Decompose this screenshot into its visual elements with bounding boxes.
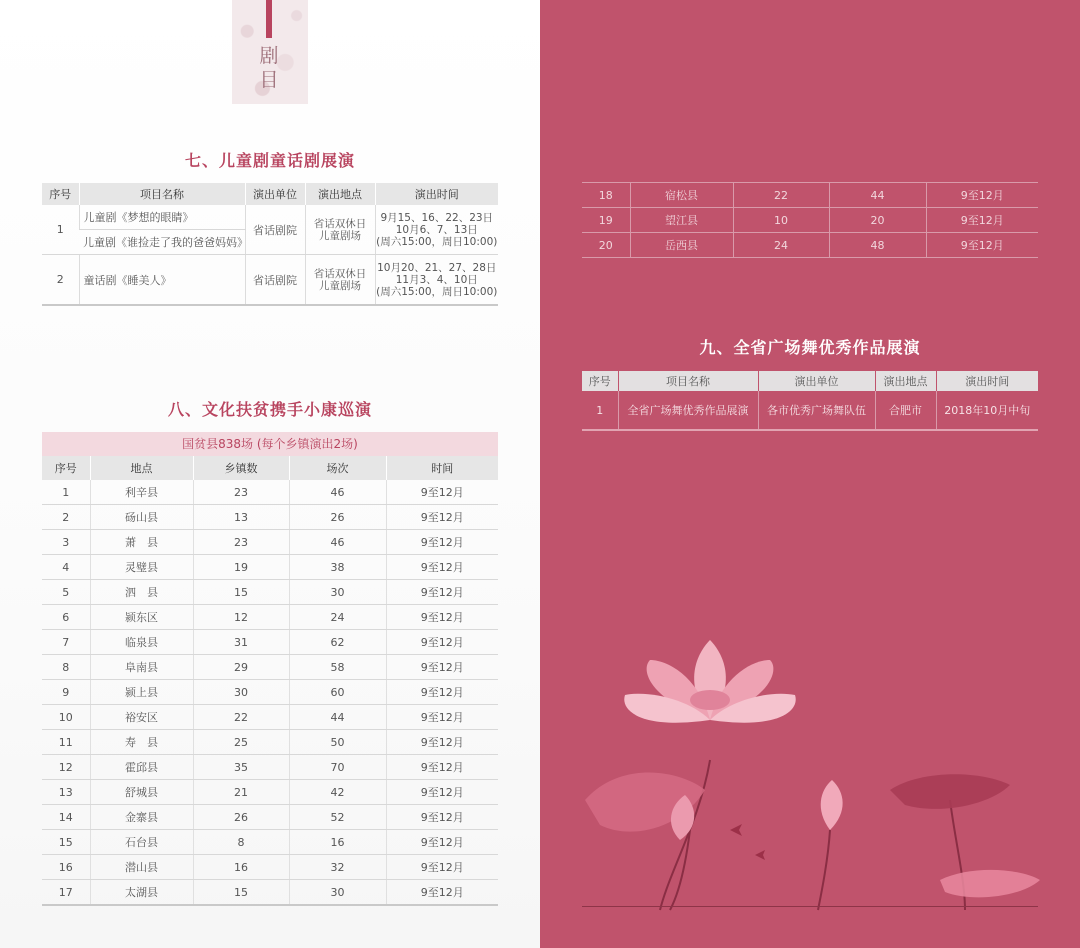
venue-line: 儿童剧场: [319, 279, 361, 292]
period: 9至12月: [386, 655, 498, 680]
row-number: 13: [42, 780, 90, 805]
location: 望江县: [630, 208, 733, 233]
location: 临泉县: [90, 630, 193, 655]
table-row: [42, 530, 498, 555]
period: 9至12月: [926, 208, 1038, 233]
table-header-row: [582, 371, 1038, 391]
row-number: 19: [582, 208, 630, 233]
col-header: 乡镇数: [193, 456, 289, 480]
table-header-row: [42, 183, 498, 205]
show-count: 70: [289, 755, 386, 780]
township-count: 23: [193, 480, 289, 505]
col-header: 演出单位: [758, 371, 875, 391]
section7-title: 七、儿童剧童话剧展演: [184, 151, 355, 170]
table-row: [42, 580, 498, 605]
show-count: 48: [829, 233, 926, 258]
section9-title: 九、全省广场舞优秀作品展演: [699, 338, 921, 357]
col-header: 演出地点: [875, 371, 936, 391]
table-row: [582, 391, 1038, 430]
table-row: [42, 255, 498, 306]
show-count: 32: [289, 855, 386, 880]
col-header: 演出单位: [245, 183, 305, 205]
period: 9至12月: [386, 480, 498, 505]
township-count: 15: [193, 880, 289, 906]
venue: [305, 205, 375, 255]
section8-title: 八、文化扶贫携手小康巡演: [167, 400, 372, 419]
project-name: 童话剧《睡美人》: [79, 255, 245, 306]
table-row: [582, 183, 1038, 208]
col-header: 演出地点: [305, 183, 375, 205]
show-count: 50: [289, 730, 386, 755]
location: 灵璧县: [90, 555, 193, 580]
table-row: [42, 680, 498, 705]
township-count: 25: [193, 730, 289, 755]
location: 寿 县: [90, 730, 193, 755]
township-count: 26: [193, 805, 289, 830]
venue: 合肥市: [875, 391, 936, 430]
col-header: 序号: [42, 456, 90, 480]
township-count: 21: [193, 780, 289, 805]
row-number: 7: [42, 630, 90, 655]
period: 9至12月: [386, 630, 498, 655]
row-number: 20: [582, 233, 630, 258]
table-row: [42, 555, 498, 580]
tab-accent-bar: [266, 0, 272, 38]
schedule-line: 11月3、4、10日: [395, 273, 478, 286]
col-header: 序号: [582, 371, 618, 391]
lotus-flower-illustration: [560, 640, 1060, 940]
township-count: 10: [733, 208, 829, 233]
schedule-line: 10月6、7、13日: [395, 223, 478, 236]
section8-table: [42, 456, 498, 906]
location: 太湖县: [90, 880, 193, 906]
show-count: 44: [289, 705, 386, 730]
table-header-row: [42, 456, 498, 480]
township-count: 19: [193, 555, 289, 580]
location: 潜山县: [90, 855, 193, 880]
location: 霍邱县: [90, 755, 193, 780]
period: 9至12月: [386, 780, 498, 805]
township-count: 35: [193, 755, 289, 780]
row-number: 4: [42, 555, 90, 580]
table-row: [42, 755, 498, 780]
schedule: 2018年10月中旬: [936, 391, 1038, 430]
schedule: [375, 205, 498, 255]
township-count: 22: [193, 705, 289, 730]
table-row: [42, 880, 498, 906]
table-row: [42, 205, 498, 230]
period: 9至12月: [386, 555, 498, 580]
period: 9至12月: [386, 680, 498, 705]
township-count: 29: [193, 655, 289, 680]
table-row: [42, 480, 498, 505]
show-count: 16: [289, 830, 386, 855]
period: 9至12月: [386, 830, 498, 855]
table-row: [42, 605, 498, 630]
show-count: 42: [289, 780, 386, 805]
show-count: 24: [289, 605, 386, 630]
section8-continued-table: [582, 182, 1038, 258]
location: 阜南县: [90, 655, 193, 680]
township-count: 13: [193, 505, 289, 530]
township-count: 23: [193, 530, 289, 555]
table-row: [42, 830, 498, 855]
location: 金寨县: [90, 805, 193, 830]
table-row: [42, 805, 498, 830]
township-count: 22: [733, 183, 829, 208]
show-count: 30: [289, 580, 386, 605]
venue-line: 省话双休日: [313, 267, 367, 280]
show-count: 46: [289, 530, 386, 555]
location: 石台县: [90, 830, 193, 855]
township-count: 24: [733, 233, 829, 258]
performer: 省话剧院: [245, 205, 305, 255]
tab-label: 剧目: [259, 45, 279, 91]
venue-line: 儿童剧场: [319, 229, 361, 242]
show-count: 44: [829, 183, 926, 208]
township-count: 16: [193, 855, 289, 880]
show-count: 46: [289, 480, 386, 505]
row-number: 11: [42, 730, 90, 755]
col-header: 序号: [42, 183, 79, 205]
schedule: [375, 255, 498, 306]
period: 9至12月: [386, 605, 498, 630]
table-row: [582, 208, 1038, 233]
row-number: 17: [42, 880, 90, 906]
show-count: 62: [289, 630, 386, 655]
project-name: 全省广场舞优秀作品展演: [618, 391, 758, 430]
period: 9至12月: [386, 730, 498, 755]
period: 9至12月: [926, 233, 1038, 258]
show-count: 52: [289, 805, 386, 830]
period: 9至12月: [386, 705, 498, 730]
table-row: [42, 655, 498, 680]
schedule-line: 10月20、21、27、28日: [377, 261, 497, 274]
col-header: 时间: [386, 456, 498, 480]
show-count: 38: [289, 555, 386, 580]
period: 9至12月: [386, 505, 498, 530]
show-count: 26: [289, 505, 386, 530]
show-count: 30: [289, 880, 386, 906]
performer: 各市优秀广场舞队伍: [758, 391, 875, 430]
table-row: [42, 705, 498, 730]
row-number: 2: [42, 505, 90, 530]
township-count: 30: [193, 680, 289, 705]
location: 颍东区: [90, 605, 193, 630]
period: 9至12月: [386, 805, 498, 830]
schedule-line: (周六15:00，周日10:00): [376, 285, 498, 298]
venue-line: 省话双休日: [313, 217, 367, 230]
section8-table-body: [42, 480, 498, 905]
col-header: 演出时间: [936, 371, 1038, 391]
show-count: 58: [289, 655, 386, 680]
row-number: 6: [42, 605, 90, 630]
location: 泗 县: [90, 580, 193, 605]
col-header: 项目名称: [618, 371, 758, 391]
schedule-line: 9月15、16、22、23日: [380, 211, 494, 224]
section7-table: [42, 183, 498, 306]
schedule-line: (周六15:00，周日10:00): [376, 235, 498, 248]
row-number: 1: [42, 480, 90, 505]
project-name: 儿童剧《谁捡走了我的爸爸妈妈》: [79, 230, 245, 255]
township-count: 31: [193, 630, 289, 655]
table-row: [42, 730, 498, 755]
table-row: [42, 505, 498, 530]
period: 9至12月: [386, 580, 498, 605]
row-number: 3: [42, 530, 90, 555]
col-header: 项目名称: [79, 183, 245, 205]
location: 裕安区: [90, 705, 193, 730]
location: 利辛县: [90, 480, 193, 505]
col-header: 地点: [90, 456, 193, 480]
row-number: 14: [42, 805, 90, 830]
township-count: 8: [193, 830, 289, 855]
col-header: 场次: [289, 456, 386, 480]
table-row: [42, 630, 498, 655]
venue: [305, 255, 375, 306]
row-number: 1: [582, 391, 618, 430]
row-number: 12: [42, 755, 90, 780]
row-number: 1: [42, 205, 79, 255]
row-number: 5: [42, 580, 90, 605]
period: 9至12月: [386, 530, 498, 555]
table-row: [42, 855, 498, 880]
location: 岳西县: [630, 233, 733, 258]
show-count: 20: [829, 208, 926, 233]
period: 9至12月: [386, 855, 498, 880]
project-name: 儿童剧《梦想的眼睛》: [79, 205, 245, 230]
show-count: 60: [289, 680, 386, 705]
performer: 省话剧院: [245, 255, 305, 306]
row-number: 16: [42, 855, 90, 880]
period: 9至12月: [386, 755, 498, 780]
section8-banner: 国贫县838场 (每个乡镇演出2场): [42, 432, 498, 456]
location: 宿松县: [630, 183, 733, 208]
table-row: [582, 233, 1038, 258]
location: 舒城县: [90, 780, 193, 805]
location: 萧 县: [90, 530, 193, 555]
col-header: 演出时间: [375, 183, 498, 205]
row-number: 18: [582, 183, 630, 208]
row-number: 9: [42, 680, 90, 705]
table-row: [42, 780, 498, 805]
row-number: 15: [42, 830, 90, 855]
row-number: 2: [42, 255, 79, 306]
row-number: 10: [42, 705, 90, 730]
section9-table: [582, 371, 1038, 431]
section8-continued-body: [582, 183, 1038, 258]
row-number: 8: [42, 655, 90, 680]
township-count: 12: [193, 605, 289, 630]
period: 9至12月: [926, 183, 1038, 208]
ground-line: [582, 906, 1038, 907]
location: 颍上县: [90, 680, 193, 705]
township-count: 15: [193, 580, 289, 605]
location: 砀山县: [90, 505, 193, 530]
period: 9至12月: [386, 880, 498, 906]
